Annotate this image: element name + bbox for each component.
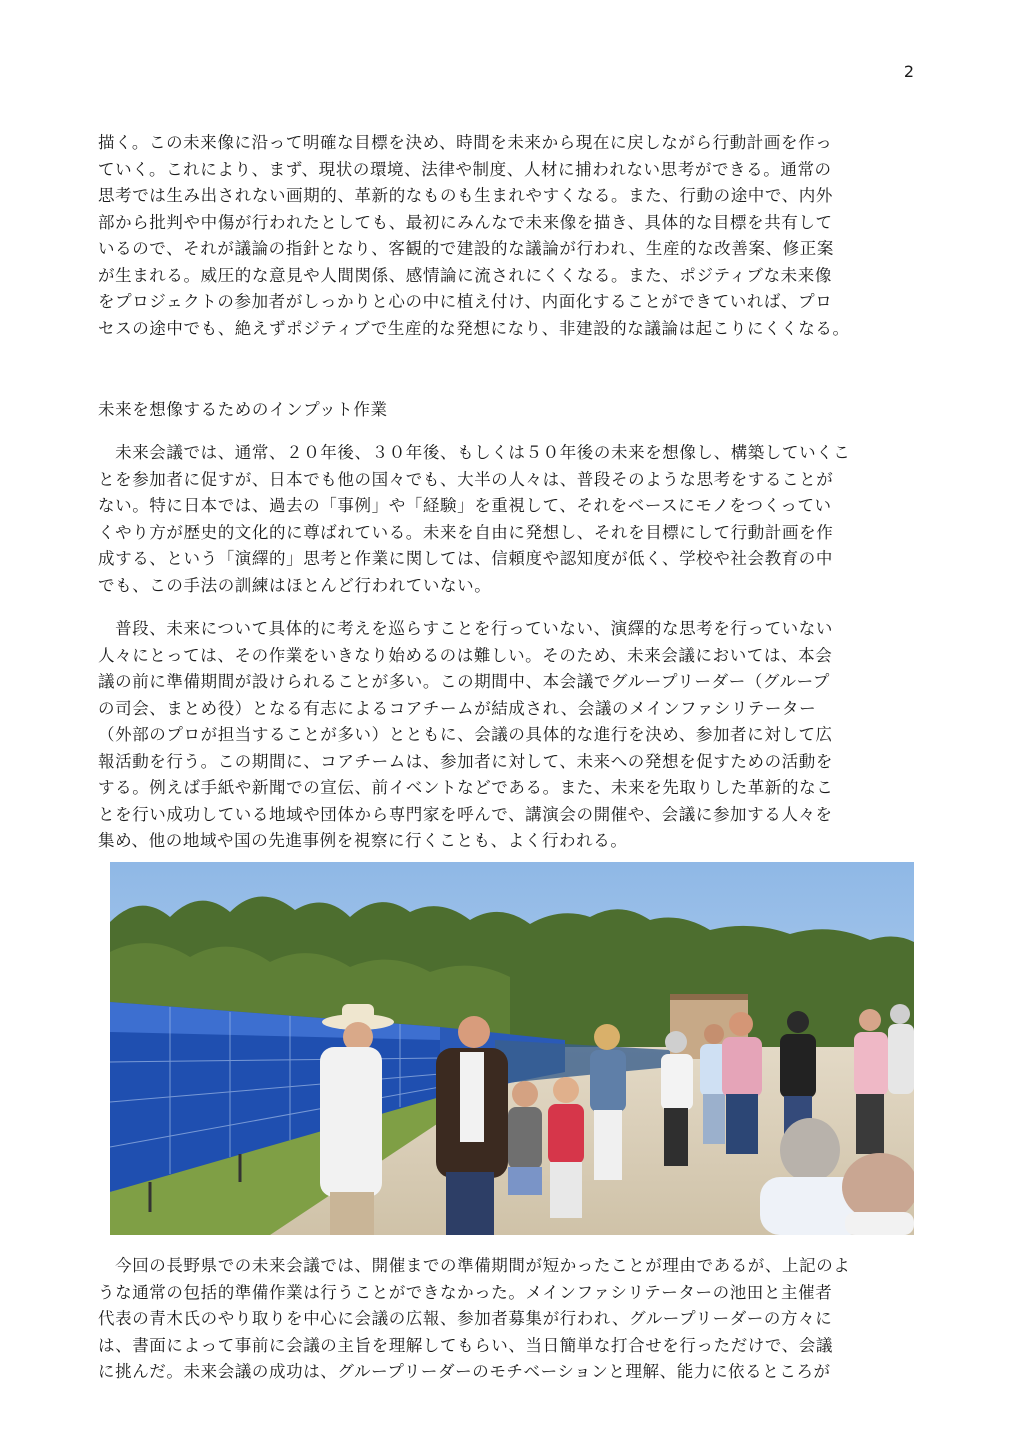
page-number: 2 bbox=[903, 62, 914, 81]
paragraph-line: とを参加者に促すが、日本でも他の国々でも、大半の人々は、普段そのような思考をすることが bbox=[98, 469, 834, 489]
paragraph-line: うな通常の包括的準備作業は行うことができなかった。メインファシリテーターの池田と主催者 bbox=[98, 1282, 833, 1302]
paragraph-line: いるので、それが議論の指針となり、客観的で建設的な議論が行われ、生産的な改善案、修正案 bbox=[98, 239, 834, 258]
paragraph-line: する。例えば手紙や新聞での宣伝、前イベントなどである。また、未来を先取りした革新的なこ bbox=[98, 778, 834, 797]
paragraph-1 bbox=[98, 130, 918, 342]
paragraph-line: 未来会議では、通常、２０年後、３０年後、もしくは５０年後の未来を想像し、構築していくこ bbox=[98, 443, 851, 462]
paragraph-line: とを行い成功している地域や団体から専門家を呼んで、講演会の開催や、会議に参加する人々を bbox=[98, 804, 833, 824]
paragraph-line: 人々にとっては、その作業をいきなり始めるのは難しい。そのため、未来会議においては、本会 bbox=[98, 645, 833, 665]
paragraph-line: は、書面によって事前に会議の主旨を理解してもらい、当日簡単な打合せを行っただけで、会議 bbox=[98, 1335, 833, 1355]
paragraph-line: 代表の青木氏のやり取りを中心に会議の広報、参加者募集が行われ、グループリーダーの方々に bbox=[98, 1309, 833, 1328]
paragraph-line: 集め、他の地域や国の先進事例を視察に行くことも、よく行われる。 bbox=[98, 831, 628, 850]
paragraph-2 bbox=[98, 440, 918, 599]
paragraph-line: 描く。この未来像に沿って明確な目標を決め、時間を未来から現在に戻しながら行動計画を作っ bbox=[98, 133, 833, 152]
paragraph-line: 部から批判や中傷が行われたとしても、最初にみんなで未来像を描き、具体的な目標を共有して bbox=[98, 212, 833, 232]
paragraph-line: 議の前に準備期間が設けられることが多い。この期間中、本会議でグループリーダー（グループ bbox=[98, 672, 830, 691]
paragraph-line: 成する、という「演繹的」思考と作業に関しては、信頼度や認知度が低く、学校や社会教育の中 bbox=[98, 549, 833, 568]
paragraph-line: に挑んだ。未来会議の成功は、グループリーダーのモチベーションと理解、能力に依るところが bbox=[98, 1362, 831, 1381]
paragraph-line: の司会、まとめ役）となる有志によるコアチームが結成され、会議のメインファシリテーター bbox=[98, 698, 817, 718]
paragraph-line: 今回の長野県での未来会議では、開催までの準備期間が短かったことが理由であるが、上記のよ bbox=[98, 1256, 851, 1275]
solar-farm-visit-photo bbox=[110, 862, 914, 1235]
section-heading: 未来を想像するためのインプット作業 bbox=[98, 400, 388, 419]
paragraph-line: （外部のプロが担当することが多い）とともに、会議の具体的な進行を決め、参加者に対して広 bbox=[98, 725, 833, 744]
paragraph-line: セスの途中でも、絶えずポジティブで生産的な発想になり、非建設的な議論は起こりにくくなる。 bbox=[98, 318, 850, 338]
paragraph-line: が生まれる。威圧的な意見や人間関係、感情論に流されにくくなる。また、ポジティブな未来像 bbox=[98, 265, 832, 285]
paragraph-4 bbox=[98, 1253, 918, 1386]
paragraph-line: でも、この手法の訓練はほとんど行われていない。 bbox=[98, 575, 492, 595]
paragraph-line: をプロジェクトの参加者がしっかりと心の中に植え付け、内面化することができていれば、プロ bbox=[98, 292, 833, 311]
paragraph-line: 普段、未来について具体的に考えを巡らすことを行っていない、演繹的な思考を行っていない bbox=[98, 619, 833, 638]
paragraph-line: 思考では生み出されない画期的、革新的なものも生まれやすくなる。また、行動の途中で、内外 bbox=[98, 186, 833, 205]
paragraph-line: くやり方が歴史的文化的に尊ばれている。未来を自由に発想し、それを目標にして行動計画を作 bbox=[98, 522, 834, 542]
paragraph-line: ない。特に日本では、過去の「事例」や「経験」を重視して、それをベースにモノをつくってい bbox=[98, 496, 832, 515]
paragraph-3 bbox=[98, 616, 918, 855]
paragraph-line: ていく。これにより、まず、現状の環境、法律や制度、人材に捕われない思考ができる。通常の bbox=[98, 159, 832, 179]
paragraph-line: 報活動を行う。この期間に、コアチームは、参加者に対して、未来への発想を促すための活動を bbox=[98, 751, 833, 771]
